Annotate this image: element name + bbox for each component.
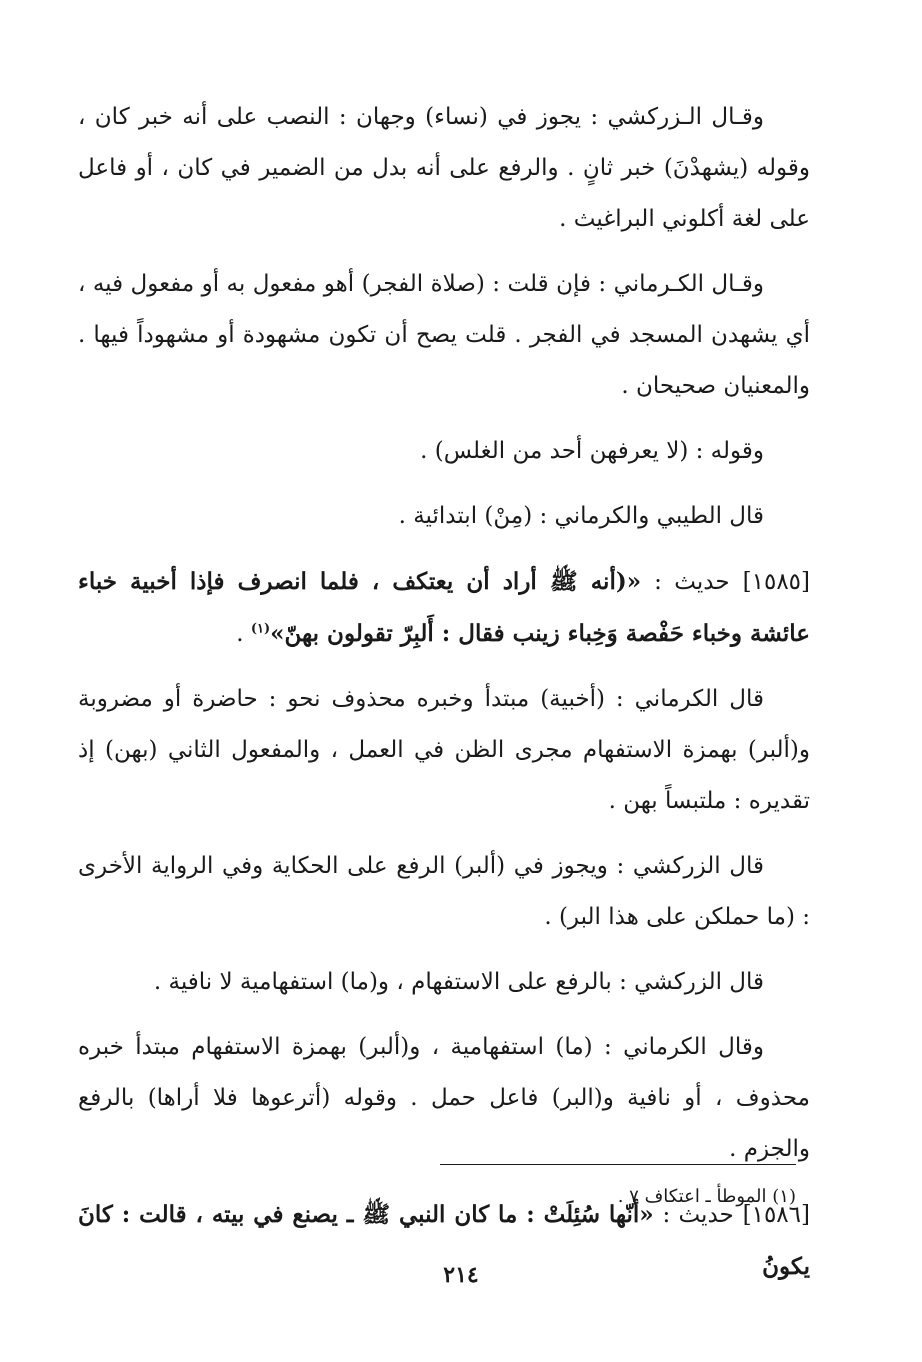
paragraph-kirmani-ma: وقال الكرماني : (ما) استفهامية ، و(ألبر) بهمزة الاستفهام مبتدأ خبره محذوف ، أو نافية و(البر) فاعل حمل . وقوله (أترعوها فلا أراها) بالرفع والجزم . [78,1034,810,1162]
page-number: ٢١٤ [443,1262,479,1288]
hadith-number: [١٥٨٦] [742,1202,810,1228]
hadith-text: «أنّها سُئِلَتْ : ما كان النبي ﷺ ـ يصنع في بيته ، قالت : كانَ يكونُ [78,1201,810,1280]
paragraph-kirmani-akhbiya: قال الكرماني : (أخبية) مبتدأ وخبره محذوف نحو : حاضرة أو مضروبة و(ألبر) بهمزة الاستفهام مجرى الظن في العمل ، والمفعول الثاني (بهن) إذ تقديره : ملتبساً بهن . [78,686,810,814]
footnote-reference: (١) [250,621,271,637]
hadith-label: حديث : [654,569,730,595]
hadith-1585 [78,556,810,660]
hadith-tail: . [236,621,251,647]
hadith-label: حديث : [662,1202,734,1228]
paragraph-kirmani-fajr: وقـال الكـرماني : فإن قلت : (صلاة الفجر) أهو مفعول به أو مفعول فيه ، أي يشهدن المسجد في الفجر . قلت يصح أن تكون مشهودة أو مشهوداً فيها . والمعنيان صحيحان . [78,271,810,399]
main-text [78,92,810,1306]
footnote-divider [440,1164,796,1165]
footnote: (١) الموطأ ـ اعتكاف ٧ . [617,1186,796,1207]
paragraph-tibi-kirmani: قال الطيبي والكرماني : (مِنْ) ابتدائية . [398,503,764,529]
paragraph-zarkashi-nisa: وقـال الـزركشي : يجوز في (نساء) وجهان : النصب على أنه خبر كان ، وقوله (يشهدْنَ) خبر ثانٍ . والرفع على أنه بدل من الضمير في كان ، أو فاعل على لغة أكلوني البراغيث . [78,104,810,232]
paragraph-zarkashi-albirr: قال الزركشي : ويجوز في (ألبر) الرفع على الحكاية وفي الرواية الأخرى : (ما حملكن على هذا البر) . [78,853,810,930]
paragraph-zarkashi-istifham: قال الزركشي : بالرفع على الاستفهام ، و(ما) استفهامية لا نافية . [153,969,764,995]
hadith-number: [١٥٨٥] [742,569,811,595]
hadith-text: «(أنه ﷺ أراد أن يعتكف ، فلما انصرف فإذا أخبية خباء عائشة وخباء حَفْصة وَخِباء زينب فقال : أَلبِرّ تقولون بهنّ» [78,568,810,647]
paragraph-ghalas: وقوله : (لا يعرفهن أحد من الغلس) . [420,438,764,464]
